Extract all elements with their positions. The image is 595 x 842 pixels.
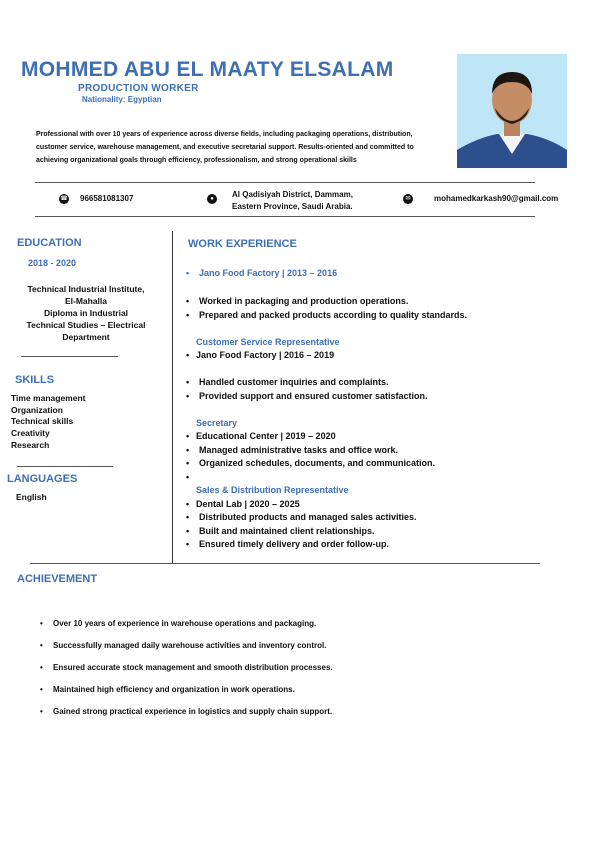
job-title: Sales & Distribution Representative	[196, 485, 349, 495]
achievement-item: • Successfully managed daily warehouse activities and inventory control.	[40, 641, 326, 650]
address-line-2: Eastern Province, Saudi Arabia.	[232, 202, 353, 211]
education-line: Diploma in Industrial	[43, 308, 129, 318]
skills-heading: SKILLS	[15, 374, 55, 386]
job-bullet: • Worked in packaging and production operations.	[186, 296, 408, 306]
job-company: • Dental Lab | 2020 – 2025	[196, 499, 300, 509]
contact-divider-top	[35, 182, 535, 183]
email-address[interactable]: mohamedkarkash90@gmail.com	[434, 194, 559, 203]
empty-bullet	[186, 472, 199, 482]
job-bullet: • Prepared and packed products according to quality standards.	[186, 310, 467, 320]
email-icon: ✉	[403, 194, 413, 204]
job-bullet: • Managed administrative tasks and office work.	[186, 445, 398, 455]
job-title: • Jano Food Factory | 2013 – 2016	[186, 268, 337, 278]
education-heading: EDUCATION	[17, 237, 82, 249]
job-title: Secretary	[196, 418, 238, 428]
job-company: • Jano Food Factory | 2016 – 2019	[196, 350, 334, 360]
achievement-item: • Over 10 years of experience in warehouse operations and packaging.	[40, 619, 316, 628]
job-bullet: • Distributed products and managed sales activities.	[186, 512, 417, 522]
education-line: Technical Industrial Institute,	[27, 284, 145, 294]
job-bullet: • Provided support and ensured customer satisfaction.	[186, 391, 428, 401]
education-divider	[21, 356, 118, 357]
skill-item: Research	[11, 439, 50, 450]
nationality: Nationality: Egyptian	[82, 95, 162, 104]
languages-heading: LANGUAGES	[7, 473, 78, 485]
education-years: 2018 - 2020	[28, 258, 77, 268]
experience-divider	[30, 563, 540, 564]
profile-photo	[457, 54, 567, 168]
job-role: PRODUCTION WORKER	[78, 83, 199, 94]
skill-item: Time management	[11, 393, 86, 403]
achievement-item: • Maintained high efficiency and organization in work operations.	[40, 685, 295, 694]
job-title: Customer Service Representative	[196, 337, 340, 347]
job-bullet: • Organized schedules, documents, and communication.	[186, 458, 435, 468]
phone-icon: ☎	[60, 196, 68, 202]
skills-list	[11, 393, 85, 452]
skill-item: Creativity	[11, 428, 50, 439]
phone-number: 966581081307	[80, 194, 134, 203]
contact-divider-bottom	[35, 216, 535, 217]
job-bullet: • Handled customer inquiries and complaints.	[186, 377, 389, 387]
skills-divider	[17, 466, 113, 467]
skill-item: Organization	[11, 404, 63, 415]
skill-item: Technical skills	[11, 416, 74, 427]
job-bullet: • Ensured timely delivery and order follow-up.	[186, 539, 389, 549]
job-company: • Educational Center | 2019 – 2020	[196, 431, 336, 441]
education-line: Technical Studies – Electrical	[26, 320, 146, 330]
candidate-name: MOHMED ABU EL MAATY ELSALAM	[21, 58, 394, 81]
achievement-heading: ACHIEVEMENT	[17, 573, 98, 585]
job-bullet: • Built and maintained client relationships.	[186, 526, 375, 536]
location-pin-icon: ●	[207, 194, 217, 204]
education-line: Department	[62, 332, 110, 342]
achievement-item: • Gained strong practical experience in logistics and supply chain support.	[40, 707, 332, 716]
languages-list	[16, 492, 47, 504]
profile-summary: Professional with over 10 years of experience across diverse fields, including packaging operations, distribution, customer service, warehouse management, and executive secretarial support. Results-oriented and committed to achieving organizational goals through efficiency, professionalism, and strong operational skills	[36, 131, 414, 164]
address-line-1: Al Qadisiyah District, Dammam,	[232, 190, 353, 199]
education-details	[6, 283, 166, 343]
work-experience-heading: WORK EXPERIENCE	[188, 238, 297, 250]
column-divider	[172, 231, 173, 563]
language-item: English	[16, 492, 47, 502]
achievement-item: • Ensured accurate stock management and smooth distribution processes.	[40, 663, 333, 672]
education-line: El-Mahalla	[64, 296, 108, 306]
